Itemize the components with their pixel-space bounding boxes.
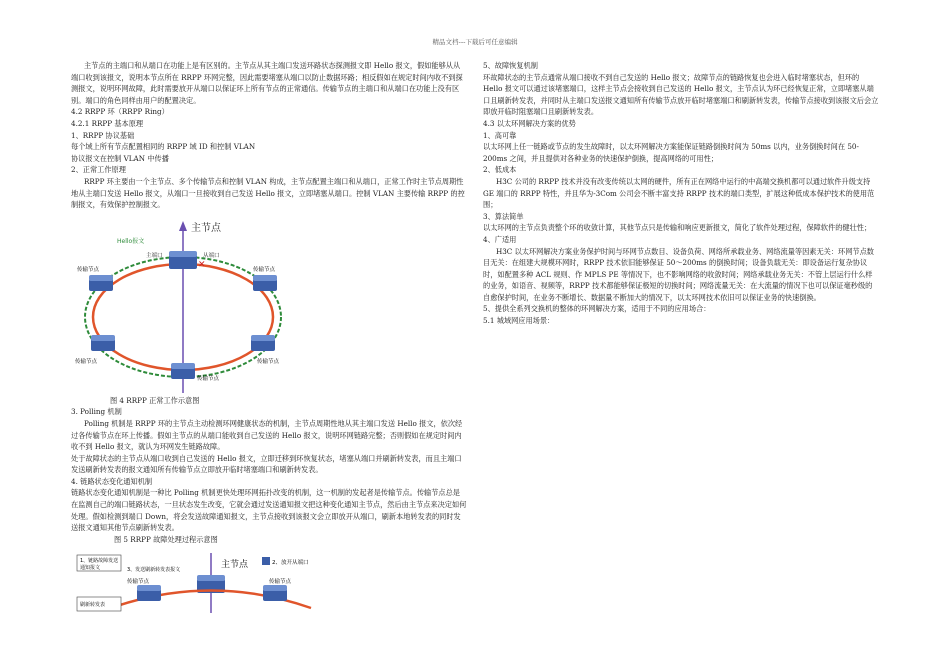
- paragraph: 协议报文在控制 VLAN 中传播: [71, 153, 169, 163]
- blocked-port-icon: ✕: [198, 259, 206, 270]
- page-header: 精品文档---下载后可任意编辑: [432, 38, 518, 46]
- transit-node-label: 传输节点: [197, 375, 220, 382]
- step-marker: [262, 557, 270, 565]
- left-column: [71, 60, 467, 613]
- section-heading: 4、广适用: [483, 234, 517, 244]
- section-heading: 4. 链路状态变化通知机制: [71, 476, 153, 486]
- paragraph: 主节点的主端口和从端口在功能上是有区别的。主节点从其主端口发送环路状态探测报文即 Hello 报文，假如能够从从端口收到该报文，说明本节点所在 RRPP 环网完整，因此需要堵塞从端口以防止数据环路；相反假如在规定时间内收不到探测报文，说明环网故障，此时需要放开从端口以保证环上所有节点的正常通信。传输节点的主端口和从端口在功能上没有区别。端口的角色同样由用户的配置决定。: [71, 61, 463, 105]
- step2-label: 2、放开从端口: [272, 560, 309, 567]
- section-heading: 1、RRPP 协议基础: [71, 130, 135, 140]
- primary-port-label: 主端口: [146, 252, 163, 259]
- paragraph: 链路状态变化通知机制是一种比 Polling 机制更快处理环网拓扑改变的机制，这一机制的发起者是传输节点。传输节点总是在监测自己的端口链路状态，一旦状态发生改变，它就会通过发送通知报文把这种变化通知主节点，然后由主节点来决定如何处理。假如检测到端口 Down，将会发送故障通知报文，主节点接收到该报文会立即放开从端口，刷新本地转发表的同时发送报文通知其他节点刷新转发表。: [71, 488, 467, 533]
- arrow-up-icon: [179, 221, 187, 231]
- step1-label-b: 通知报文: [80, 565, 101, 572]
- section-heading: 2、低成本: [483, 165, 517, 175]
- paragraph: 以太环网上任一链路或节点的发生故障时，以太环网解决方案能保证链路倒换时间为 50ms 以内，业务倒换时间在 50-200ms 之间，并且提供对各种业务的快速保护倒换，提高网络的可用性；: [483, 142, 859, 163]
- figure-rrpp-fault: [71, 553, 467, 613]
- paragraph: 5、提供全系列交换机的整体的环网解决方案，适用于不同的应用场合：: [483, 304, 711, 314]
- switch-transit-bottom: [171, 363, 195, 379]
- paragraph: Polling 机制是 RRPP 环的主节点主动检测环网健康状态的机制，主节点周期性地从其主端口发送 Hello 报文，依次经过各传输节点在环上传播。假如主节点的从端口能收到自己发送的 Hello 报文，说明环网链路完整；否则假如在规定时间内收不到 Hello 报文，就认为环网发生链路故障。: [71, 418, 463, 452]
- figure-caption: 图 4 RRPP 正常工作示意图: [109, 395, 200, 405]
- fdb-label: 刷新转发表: [80, 602, 106, 609]
- section-heading: 2、正常工作原理: [71, 165, 126, 175]
- transit-node-label: 传输节点: [77, 266, 100, 273]
- figure-caption: 图 5 RRPP 故障处理过程示意图: [113, 534, 218, 544]
- rrpp-normal-diagram: [71, 217, 311, 395]
- switch-master: [169, 251, 197, 269]
- switch-transit-right-top: [253, 275, 277, 291]
- master-node-label: 主节点: [191, 222, 221, 234]
- transit-node-label: 传输节点: [269, 579, 292, 586]
- transit-node-label: 传输节点: [75, 358, 98, 365]
- section-heading: 4.2 RRPP 环（RRPP Ring）: [71, 107, 169, 117]
- switch-transit-right-bottom: [251, 335, 275, 351]
- paragraph: 处于故障状态的主节点从端口收到自己发送的 Hello 报文，立即迁移到环恢复状态，堵塞从端口并刷新转发表，而且主端口发送刷新转发表的报文通知所有传输节点立即放开临时堵塞端口和刷新转发表。: [71, 453, 462, 475]
- transit-node-label: 传输节点: [253, 266, 276, 273]
- switch-transit-left-top: [89, 275, 113, 291]
- section-heading: 3. Polling 机制: [71, 407, 122, 417]
- paragraph: 每个域上所有节点配置相同的 RRPP 域 ID 和控制 VLAN: [71, 142, 256, 152]
- paragraph: H3C 公司的 RRPP 技术并没有改变传统以太网的硬件，所有正在网络中运行的中高端交换机都可以通过软件升级支持 GE 端口的 RRPP 特性，并且华为-3Com 公司会不断丰富支持 RRPP 技术的端口类型，扩展这种低成本保护技术的使用范围；: [483, 176, 875, 210]
- section-heading: 1、高可靠: [483, 130, 517, 140]
- rrpp-fault-diagram: [71, 553, 331, 613]
- right-column: [483, 60, 879, 327]
- section-heading: 4.2.1 RRPP 基本原理: [71, 118, 144, 128]
- transit-node-label: 传输节点: [127, 579, 150, 586]
- switch-transit-right: [263, 585, 287, 601]
- transit-node-label: 传输节点: [257, 358, 280, 365]
- switch-transit-left: [137, 585, 161, 601]
- hello-label: Hello报文: [117, 237, 145, 245]
- section-heading: 3、算法简单: [483, 211, 524, 221]
- paragraph: 以太环网的主节点负责整个环的收敛计算，其他节点只是传输和响应更新报文，简化了软件处理过程，保障软件的健壮性；: [483, 223, 872, 233]
- step3-label: 3、发送刷新转发表报文: [127, 567, 181, 574]
- paragraph: 环故障状态的主节点通常从端口接收不到自己发送的 Hello 报文；故障节点的链路恢复也会进入临时堵塞状态，但环的 Hello 报文可以通过该堵塞端口，这样主节点会接收到自己发送的 Hello 报文，主节点认为环已经恢复正常，立即堵塞从端口且刷新转发表，并同时从主端口发送报文通知所有传输节点放开临时堵塞端口和刷新转发表，传输节点接收到该报文后会立即放开临时阻塞端口且刷新转发表。: [483, 72, 879, 117]
- master-node-label: 主节点: [221, 560, 249, 571]
- section-heading: 5、故障恢复机制: [483, 61, 538, 70]
- step1-label-a: 1、链路故障发送: [80, 558, 119, 565]
- secondary-port-label: 从端口: [203, 252, 220, 259]
- paragraph: H3C 以太环网解决方案业务保护时间与环网节点数目、设备负荷、网络所承载业务、网络流量等因素无关：环网节点数目无关：在组建大规模环网时，RRPP 技术依旧能够保证 50～200ms 的倒换时间；设备负载无关：即设备运行复杂协议时，如配置多种 ACL 规则、作 MPLS PE 等情况下，也不影响网络的收敛时间；网络承载业务无关：不管上层运行什么样的业务，如语音、视频等，RRPP 技术都能够保证极短的切换时间；网络流量无关：在大流量的情况下也可以保证毫秒级的自愈保护时间，在业务不断增长、数据量不断加大的情况下，以太环网技术依旧可以保证业务的快速倒换。: [483, 246, 874, 302]
- paragraph: RRPP 环主要由一个主节点、多个传输节点和控制 VLAN 构成，主节点配置主端口和从端口，正常工作时主节点周期性地从主端口发送 Hello 报文，从端口一旦接收到自己发送 Hello 报文，立即堵塞从端口。控制 VLAN 主要传输 RRPP 的控制报文，有效保护控制报文。: [71, 176, 465, 210]
- paragraph: 5.1 城域网应用场景：: [483, 316, 555, 326]
- figure-rrpp-normal: [71, 217, 467, 395]
- switch-transit-left-bottom: [91, 335, 115, 351]
- section-heading: 4.3 以太环网解决方案的优势: [483, 118, 576, 128]
